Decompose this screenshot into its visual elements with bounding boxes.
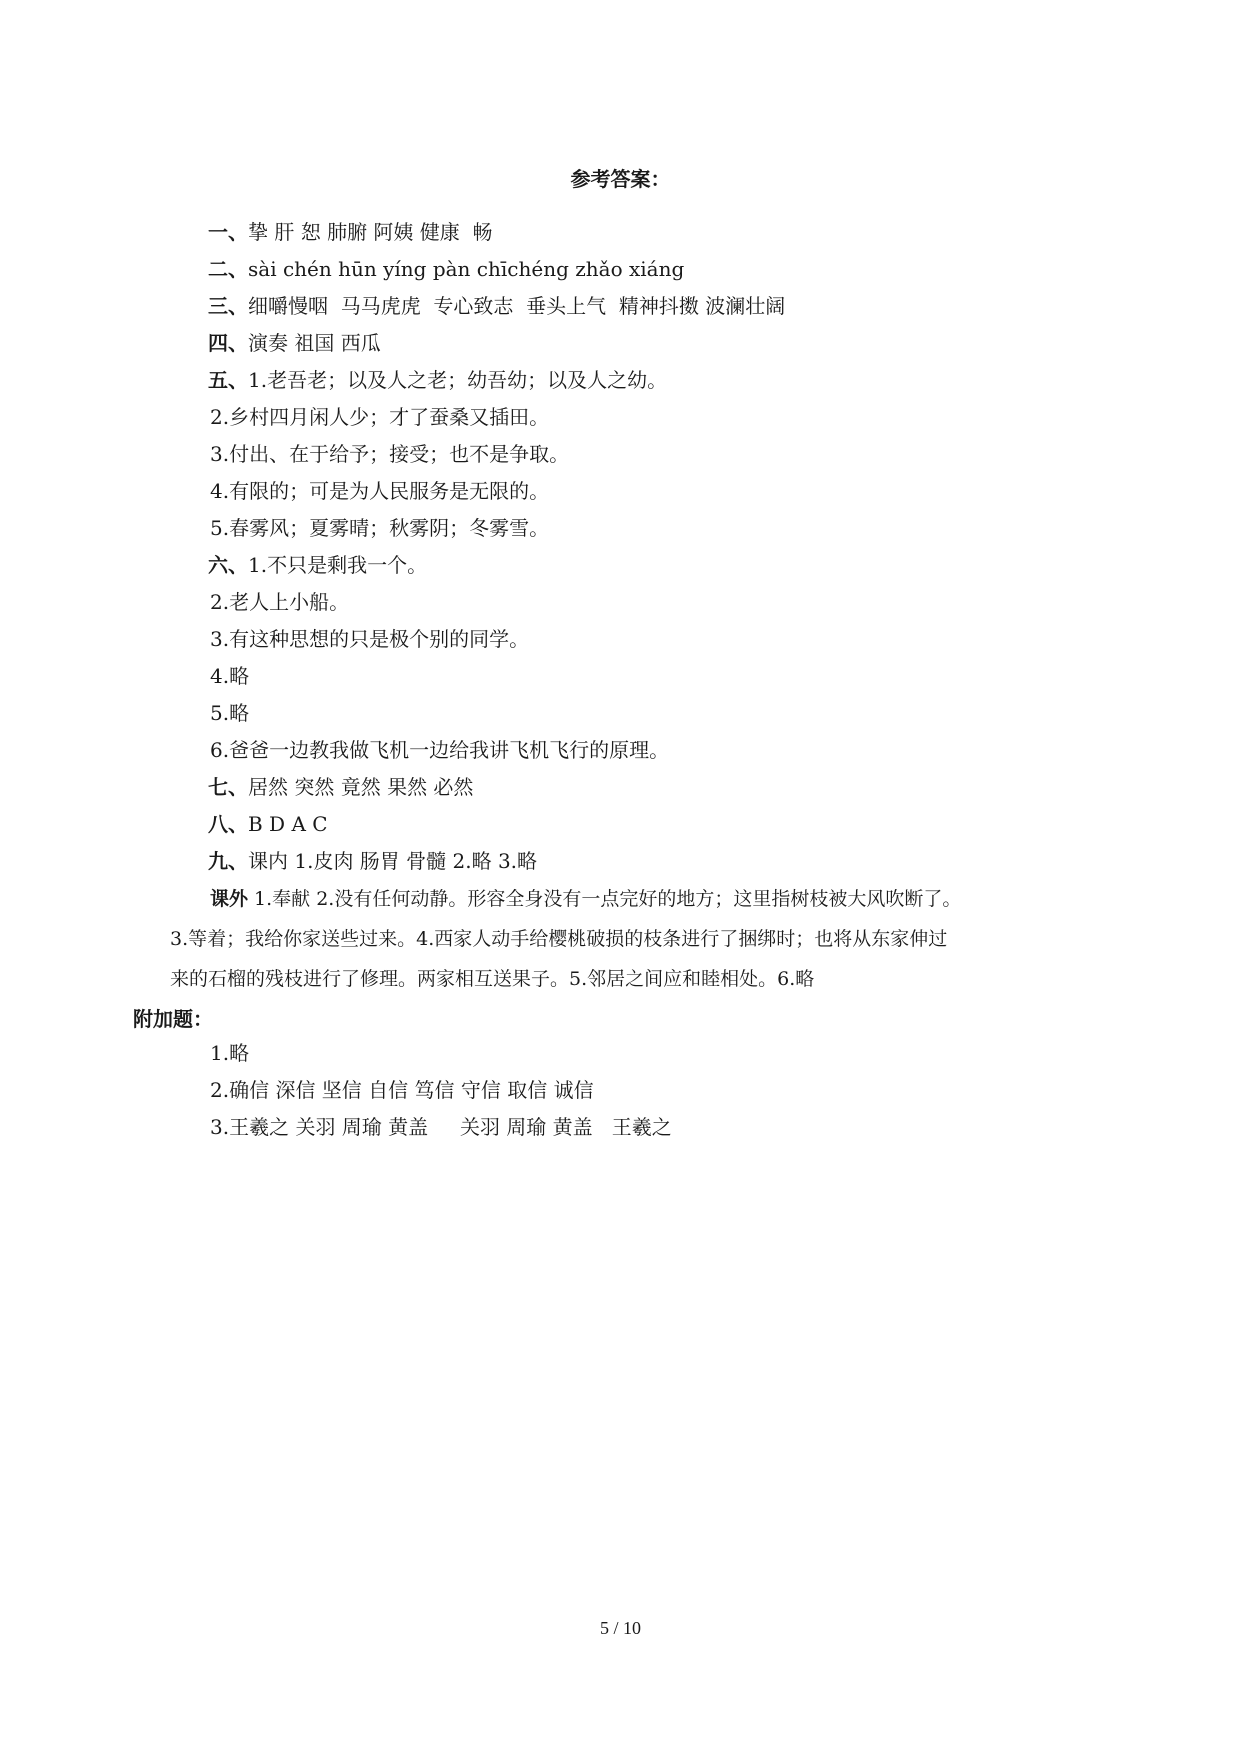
answer-text: 6.爸爸一边教我做飞机一边给我讲飞机飞行的原理。 [210, 738, 670, 762]
answer-line-18 [208, 848, 537, 874]
answer-line-6 [210, 404, 549, 430]
answer-line-14 [210, 700, 249, 726]
answer-text: 挚 肝 恕 肺腑 阿姨 健康 畅 [248, 220, 493, 244]
answer-line-20 [170, 926, 947, 952]
answer-text: 1.不只是剩我一个。 [248, 553, 428, 577]
answer-line-1 [208, 219, 493, 245]
section-label: 七、 [208, 775, 248, 799]
section-label: 一、 [208, 220, 248, 244]
answer-text: 4.略 [210, 664, 250, 688]
answer-text: 3.等着；我给你家送些过来。4.西家人动手给樱桃破损的枝条进行了捆绑时；也将从东家伸过 [170, 928, 948, 950]
answer-text: 2.乡村四月闲人少；才了蚕桑又插田。 [210, 405, 550, 429]
bonus-heading [133, 1006, 213, 1032]
answer-line-12 [210, 626, 529, 652]
answer-text: 居然 突然 竟然 果然 必然 [248, 775, 474, 799]
section-label: 三、 [208, 294, 248, 318]
answer-text: B D A C [248, 812, 328, 836]
answer-line-9 [210, 515, 549, 541]
answer-text: sài chén hūn yíng pàn chīchéng zhǎo xiáng [248, 257, 685, 281]
answer-line-21 [170, 966, 814, 992]
answer-line-25 [210, 1114, 672, 1140]
answer-text: 演奏 祖国 西瓜 [248, 331, 381, 355]
answer-line-24 [210, 1077, 594, 1103]
section-label: 课外 [210, 888, 249, 910]
answer-text: 5.春雾风；夏雾晴；秋雾阴；冬雾雪。 [210, 516, 550, 540]
answer-text: 3.有这种思想的只是极个别的同学。 [210, 627, 530, 651]
section-label: 二、 [208, 257, 248, 281]
answer-line-2 [208, 256, 684, 282]
answer-text: 1.略 [210, 1041, 250, 1065]
answer-line-23 [210, 1040, 249, 1066]
answer-line-3 [208, 293, 785, 319]
answer-line-17 [208, 811, 328, 837]
page-title: 参考答案： [570, 167, 671, 191]
answer-text: 课内 1.皮肉 肠胃 骨髓 2.略 3.略 [248, 849, 538, 873]
section-label: 五、 [208, 368, 248, 392]
section-label: 六、 [208, 553, 248, 577]
answer-line-8 [210, 478, 549, 504]
answer-text: 细嚼慢咽 马马虎虎 专心致志 垂头上气 精神抖擞 波澜壮阔 [248, 294, 786, 318]
answer-line-11 [210, 589, 349, 615]
answer-text: 来的石榴的残枝进行了修理。两家相互送果子。5.邻居之间应和睦相处。6.略 [170, 968, 815, 990]
answer-text: 5.略 [210, 701, 250, 725]
answer-line-7 [210, 441, 569, 467]
answer-line-13 [210, 663, 249, 689]
answer-text: 2.老人上小船。 [210, 590, 350, 614]
answer-text: 1.奉献 2.没有任何动静。形容全身没有一点完好的地方；这里指树枝被大风吹断了。 [248, 888, 962, 910]
section-label: 九、 [208, 849, 248, 873]
answer-text: 3.付出、在于给予；接受；也不是争取。 [210, 442, 570, 466]
answer-line-4 [208, 330, 381, 356]
answer-line-16 [208, 774, 473, 800]
answer-line-15 [210, 737, 669, 763]
answer-text: 2.确信 深信 坚信 自信 笃信 守信 取信 诚信 [210, 1078, 594, 1102]
section-label: 附加题： [133, 1007, 213, 1031]
answer-line-19 [210, 886, 961, 912]
page-number: 5 / 10 [599, 1618, 641, 1638]
answer-text: 3.王羲之 关羽 周瑜 黄盖 关羽 周瑜 黄盖 王羲之 [210, 1115, 672, 1139]
answer-text: 4.有限的；可是为人民服务是无限的。 [210, 479, 550, 503]
section-label: 四、 [208, 331, 248, 355]
answer-line-5 [208, 367, 667, 393]
answer-line-10 [208, 552, 427, 578]
answer-text: 1.老吾老；以及人之老；幼吾幼；以及人之幼。 [248, 368, 668, 392]
section-label: 八、 [208, 812, 248, 836]
